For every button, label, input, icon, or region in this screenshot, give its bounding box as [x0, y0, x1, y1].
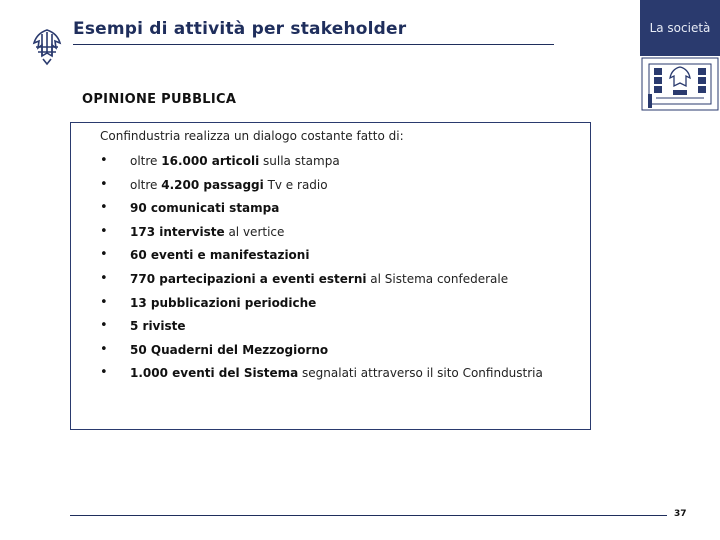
list-item — [100, 223, 590, 247]
list-item-text: 90 comunicati stampa — [130, 201, 280, 216]
list-item-text: 173 interviste al vertice — [130, 224, 285, 239]
list-item-text: 13 pubblicazioni periodiche — [130, 295, 317, 310]
bullet-icon: • — [100, 318, 108, 334]
page-title: Esempi di attività per stakeholder — [73, 19, 407, 39]
list-item-text: oltre 16.000 articoli sulla stampa — [130, 154, 340, 168]
bullet-icon: • — [100, 341, 108, 357]
section-badge — [640, 0, 720, 112]
list-item — [100, 199, 590, 223]
list-item — [100, 317, 590, 341]
activity-list — [100, 152, 590, 388]
list-item — [100, 341, 590, 365]
list-item-text: oltre 4.200 passaggi Tv e radio — [130, 177, 328, 192]
badge-label: La società — [640, 0, 720, 56]
bullet-icon: • — [100, 176, 108, 192]
list-item — [100, 152, 590, 176]
list-item — [100, 270, 590, 294]
intro-text: Confindustria realizza un dialogo costante fatto di: — [100, 129, 404, 143]
confindustria-logo-icon — [30, 26, 64, 68]
list-item — [100, 294, 590, 318]
list-item-text: 1.000 eventi del Sistema segnalati attraverso il sito Confindustria — [130, 366, 543, 381]
bullet-icon: • — [100, 294, 108, 310]
bullet-icon: • — [100, 223, 108, 239]
bullet-icon: • — [100, 247, 108, 263]
footer-rule — [70, 515, 667, 516]
list-item-text: 5 riviste — [130, 319, 186, 334]
section-heading: OPINIONE PUBBLICA — [82, 92, 237, 107]
bullet-icon: • — [100, 270, 108, 286]
title-underline — [73, 44, 554, 45]
list-item-text: 770 partecipazioni a eventi esterni al Sistema confederale — [130, 271, 509, 286]
list-item — [100, 246, 590, 270]
confindustria-emblem-icon — [640, 56, 720, 112]
page-number: 37 — [674, 509, 687, 519]
list-item-text: 50 Quaderni del Mezzogiorno — [130, 342, 329, 357]
list-item — [100, 364, 590, 388]
bullet-icon: • — [100, 200, 108, 216]
bullet-icon: • — [100, 365, 108, 381]
bullet-icon: • — [100, 153, 108, 168]
list-item-text: 60 eventi e manifestazioni — [130, 248, 310, 263]
list-item — [100, 176, 590, 200]
